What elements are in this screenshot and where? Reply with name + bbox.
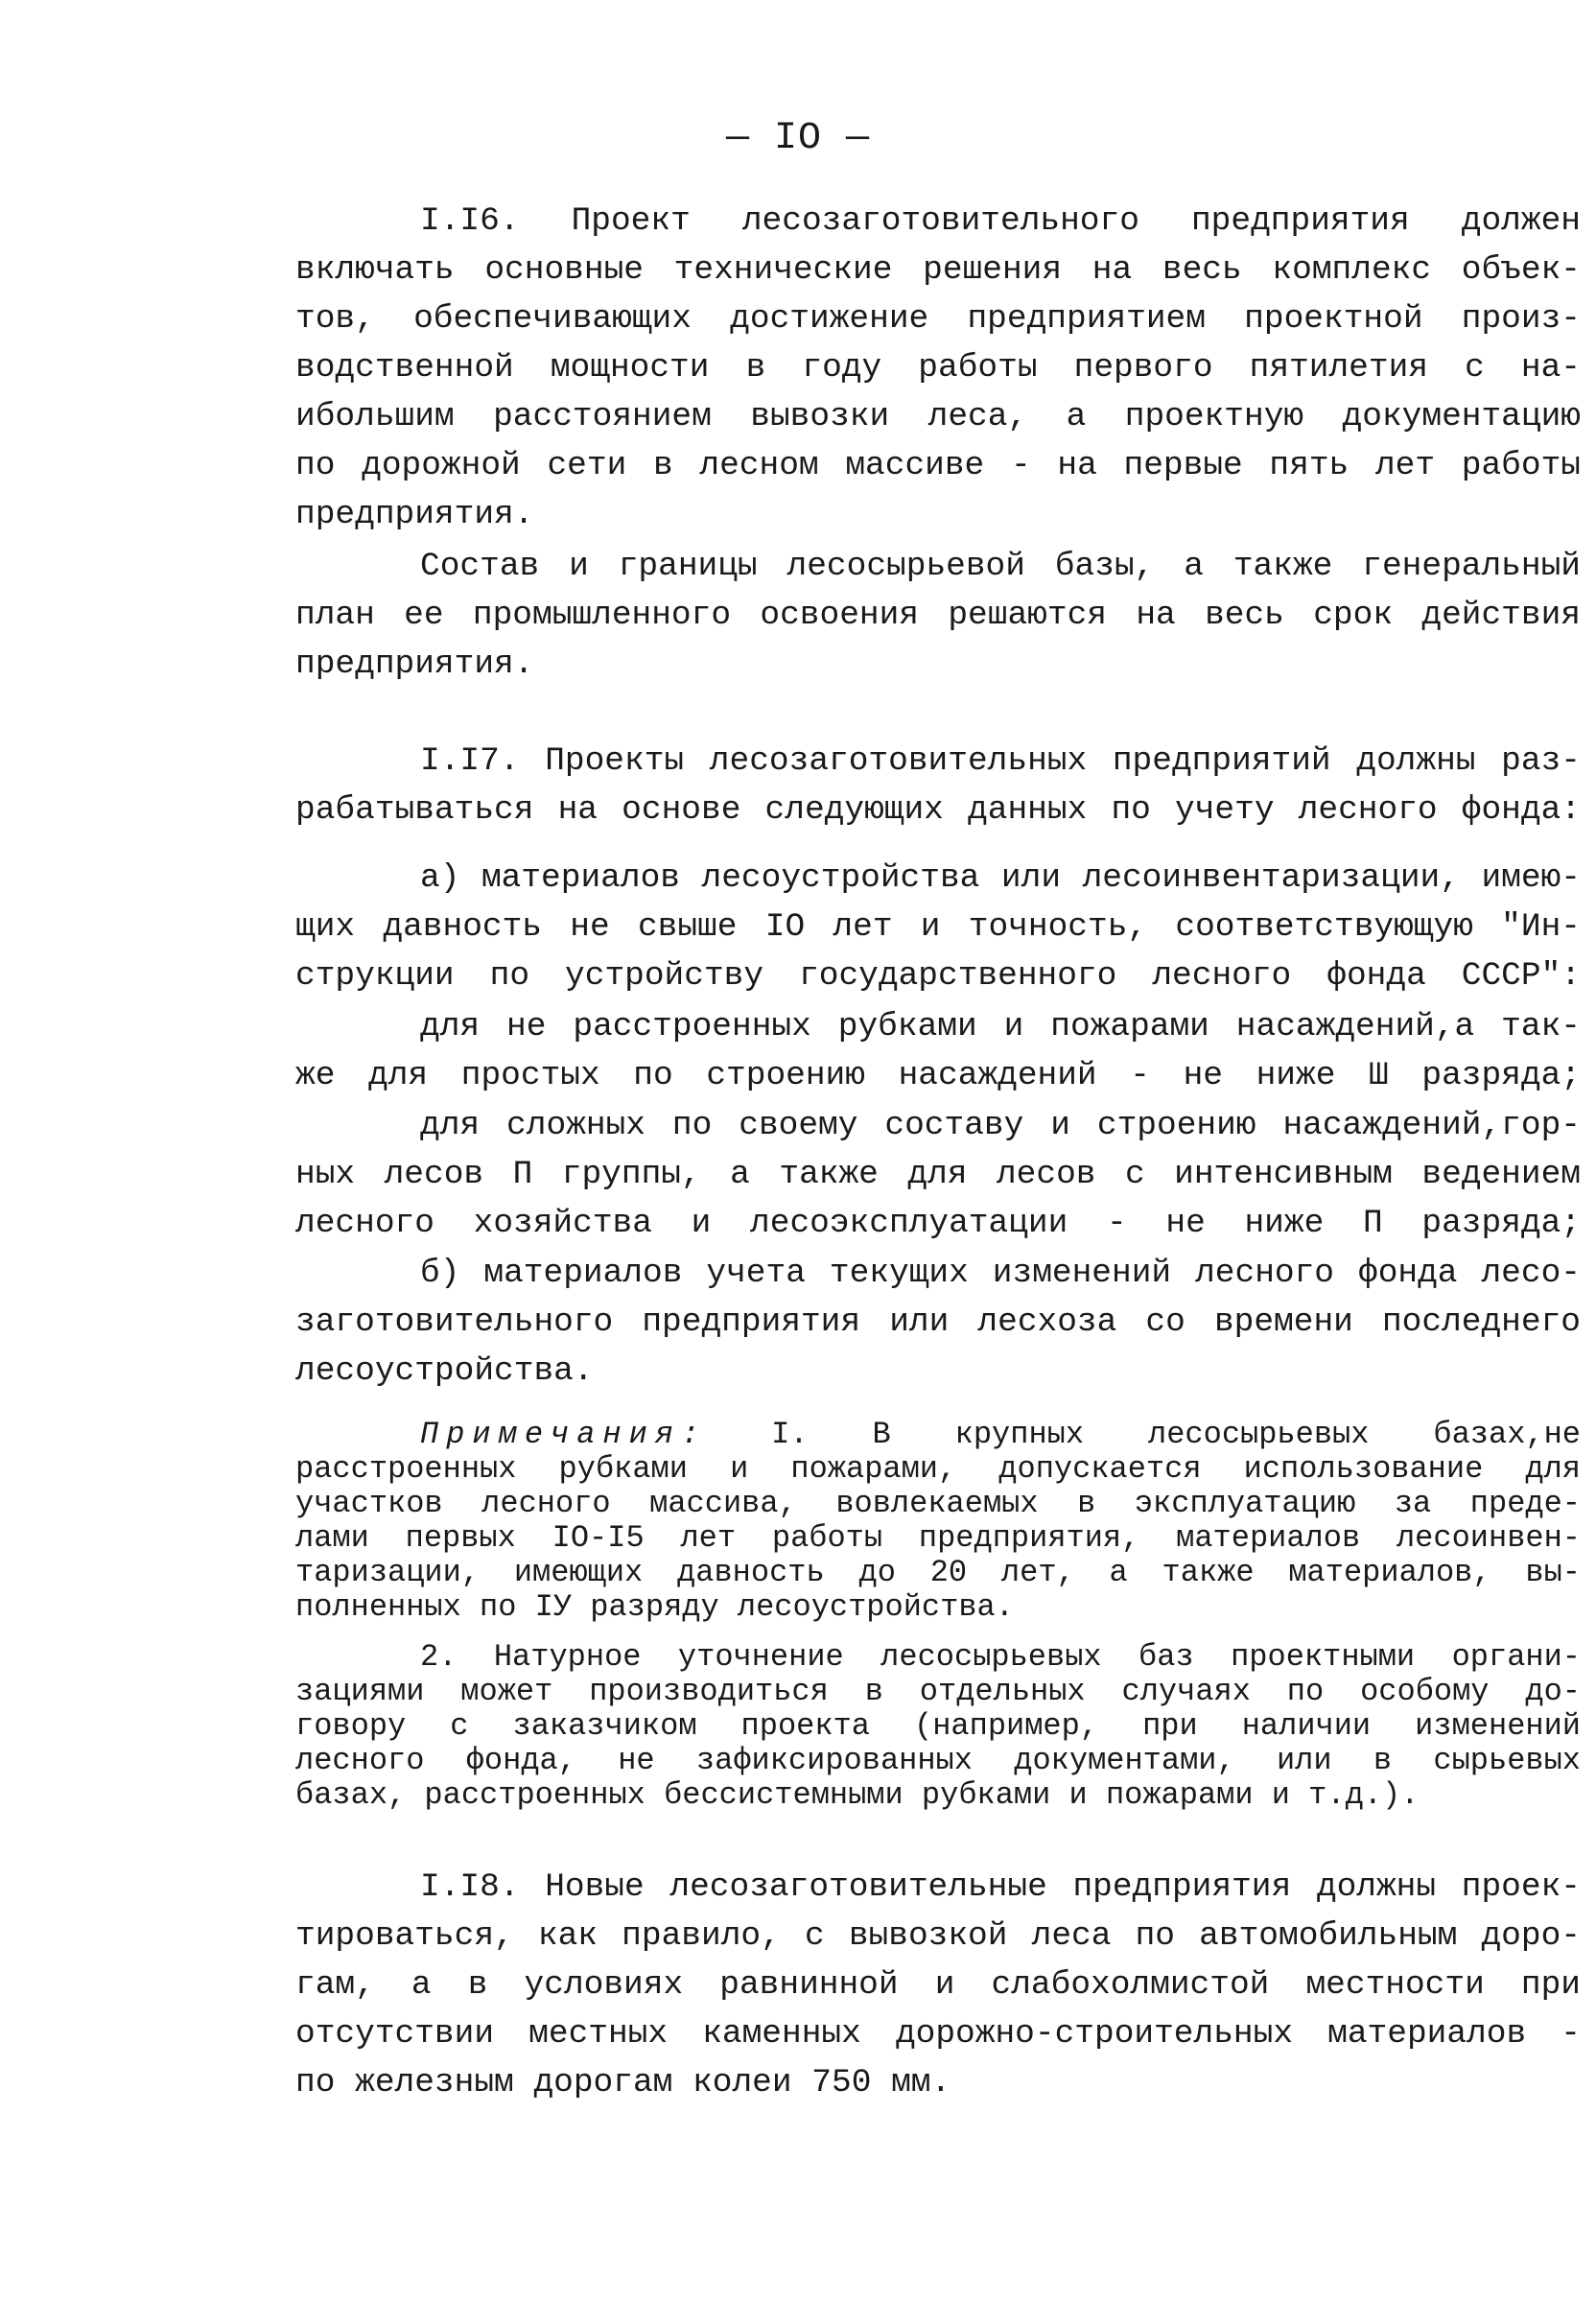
text-line: тов, обеспечивающих достижение предприятием проектной произ- bbox=[295, 300, 1581, 338]
text-line: отсутствии местных каменных дорожно-строительных материалов - bbox=[295, 2015, 1581, 2053]
section-1-17-item-a bbox=[295, 854, 1581, 1000]
text-line: ных лесов П группы, а также для лесов с интенсивным ведением bbox=[295, 1156, 1581, 1193]
section-1-16 bbox=[295, 197, 1581, 539]
note-first-line bbox=[295, 1418, 1581, 1452]
text-line: говору с заказчиком проекта (например, при наличии изменений bbox=[295, 1709, 1581, 1744]
text-line: же для простых по строению насаждений - не ниже Ш разряда; bbox=[295, 1057, 1581, 1094]
text-line: для сложных по своему составу и строению насаждений,гор- bbox=[420, 1107, 1581, 1144]
text-line: лесного хозяйства и лесоэксплуатации - не ниже П разряда; bbox=[295, 1205, 1581, 1242]
text-line: струкции по устройству государственного лесного фонда СССР": bbox=[295, 957, 1581, 995]
section-1-16-paragraph-2 bbox=[295, 542, 1581, 689]
text-line: для не расстроенных рубками и пожарами насаждений,а так- bbox=[420, 1008, 1581, 1045]
text-line: зациями может производиться в отдельных случаях по особому до- bbox=[295, 1675, 1581, 1709]
text-line: б) материалов учета текущих изменений лесного фонда лесо- bbox=[420, 1255, 1581, 1292]
section-1-17 bbox=[295, 737, 1581, 834]
text-line: предприятия. bbox=[295, 646, 534, 683]
text-line: полненных по IУ разряду лесоустройства. bbox=[295, 1590, 1014, 1625]
note-1-start: I. В крупных лесосырьевых базах,не bbox=[707, 1418, 1581, 1452]
text-line: Состав и границы лесосырьевой базы, а также генеральный bbox=[420, 548, 1581, 585]
section-1-17-item-a-2 bbox=[295, 1101, 1581, 1248]
text-line: по железным дорогам колеи 750 мм. bbox=[295, 2064, 951, 2101]
text-line: заготовительного предприятия или лесхоза со времени последнего bbox=[295, 1303, 1581, 1341]
text-line: таризации, имеющих давность до 20 лет, а также материалов, вы- bbox=[295, 1556, 1581, 1590]
text-line: ибольшим расстоянием вывозки леса, а проектную документацию bbox=[295, 398, 1581, 435]
notes-heading: Примечания: bbox=[420, 1418, 708, 1452]
text-line: I.I6. Проект лесозаготовительного предприятия должен bbox=[420, 202, 1581, 240]
text-line: по дорожной сети в лесном массиве - на первые пять лет работы bbox=[295, 447, 1581, 484]
text-line: I.I8. Новые лесозаготовительные предприятия должны проек- bbox=[420, 1868, 1581, 1906]
notes-2 bbox=[295, 1640, 1581, 1813]
section-1-17-item-b bbox=[295, 1249, 1581, 1396]
text-line: предприятия. bbox=[295, 496, 534, 533]
text-line: щих давность не свыше IO лет и точность, соответствующую "Ин- bbox=[295, 908, 1581, 946]
text-line: 2. Натурное уточнение лесосырьевых баз проектными органи- bbox=[420, 1640, 1581, 1675]
text-line: лесного фонда, не зафиксированных документами, или в сырьевых bbox=[295, 1744, 1581, 1778]
text-line: а) материалов лесоустройства или лесоинвентаризации, имею- bbox=[420, 859, 1581, 897]
text-line: гам, а в условиях равнинной и слабохолмистой местности при bbox=[295, 1966, 1581, 2004]
text-line: I.I7. Проекты лесозаготовительных предприятий должны раз- bbox=[420, 742, 1581, 780]
page-number: — IO — bbox=[725, 117, 871, 160]
text-line: базах, расстроенных бессистемными рубками и пожарами и т.д.). bbox=[295, 1778, 1420, 1813]
text-line: тироваться, как правило, с вывозкой леса по автомобильным доро- bbox=[295, 1917, 1581, 1955]
text-line: план ее промышленного освоения решаются на весь срок действия bbox=[295, 597, 1581, 634]
text-line: водственной мощности в году работы первого пятилетия с на- bbox=[295, 349, 1581, 387]
text-line: участков лесного массива, вовлекаемых в эксплуатацию за преде- bbox=[295, 1487, 1581, 1521]
section-1-17-item-a-1 bbox=[295, 1002, 1581, 1100]
text-line: расстроенных рубками и пожарами, допускается использование для bbox=[295, 1452, 1581, 1487]
text-line: лами первых IO-I5 лет работы предприятия, материалов лесоинвен- bbox=[295, 1521, 1581, 1556]
text-line: включать основные технические решения на весь комплекс объек- bbox=[295, 251, 1581, 289]
text-line: рабатываться на основе следующих данных по учету лесного фонда: bbox=[295, 791, 1581, 829]
section-1-18 bbox=[295, 1863, 1581, 2107]
text-line: лесоустройства. bbox=[295, 1352, 594, 1390]
notes-1 bbox=[295, 1418, 1581, 1625]
